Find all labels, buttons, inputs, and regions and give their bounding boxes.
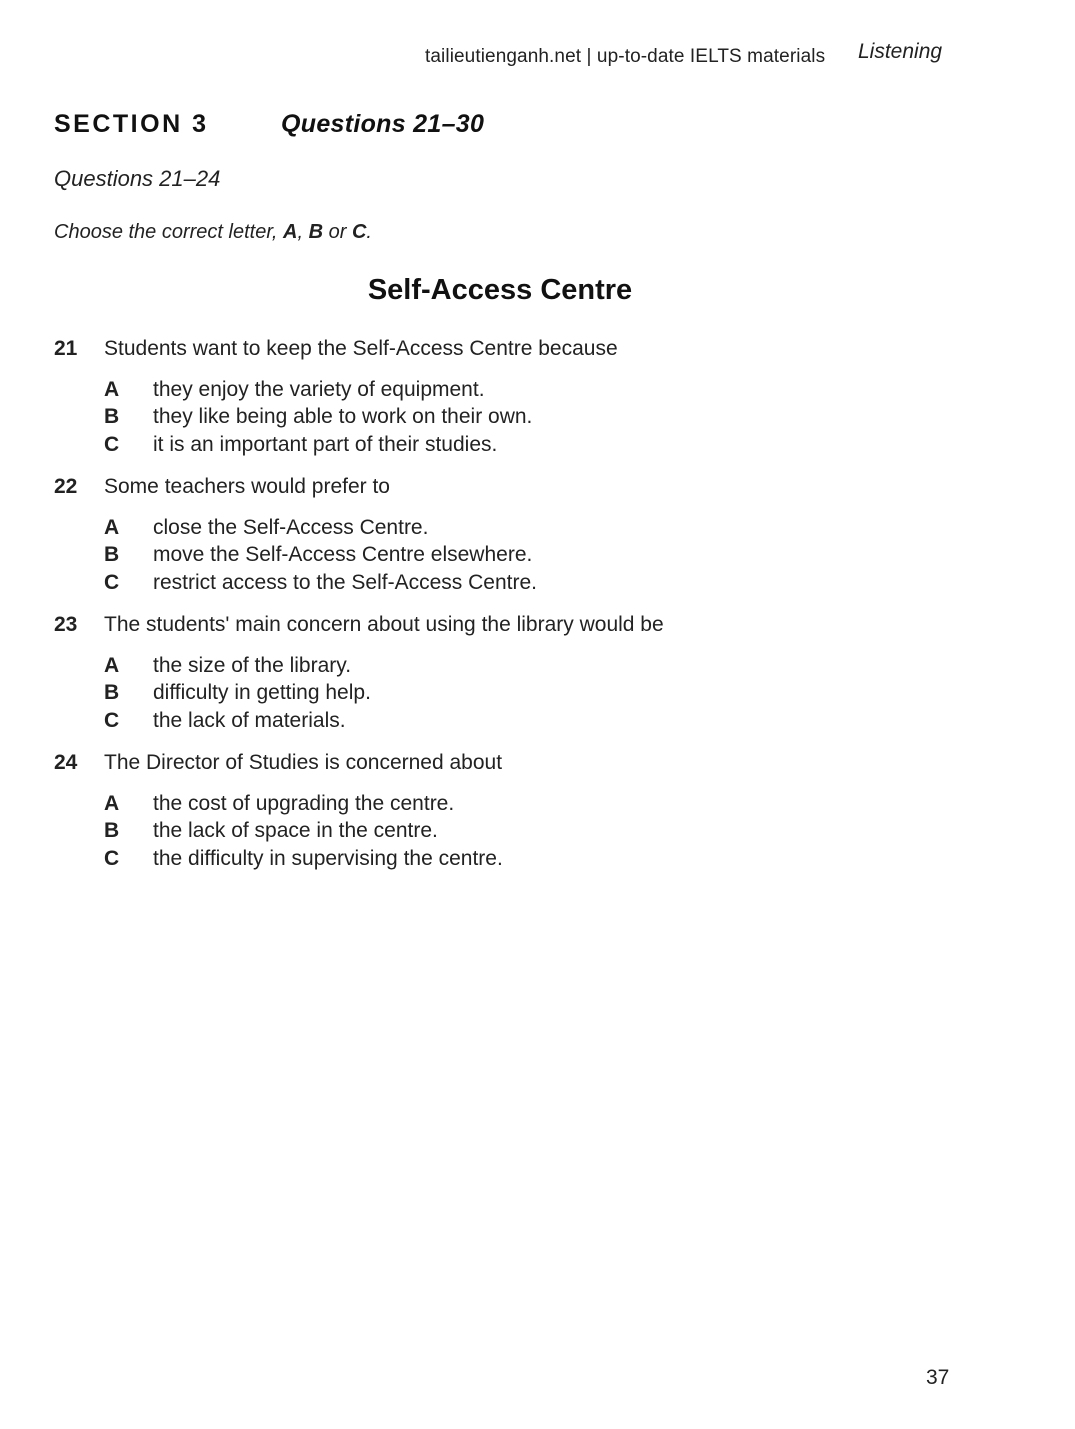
question-21: [54, 337, 954, 460]
option-a: [54, 378, 954, 405]
option-b: [54, 681, 954, 708]
question-number: 21: [54, 337, 78, 360]
option-letter: C: [104, 432, 120, 456]
question-text: Some teachers would prefer to: [104, 475, 390, 498]
option-letter: A: [104, 516, 120, 539]
question-23: [54, 613, 954, 736]
option-c: [54, 847, 954, 874]
option-b: [54, 543, 954, 570]
option-letter: A: [104, 792, 120, 815]
section-label: SECTION 3: [54, 110, 209, 138]
instruction: Choose the correct letter, A, B or C.: [54, 221, 372, 243]
option-text: the difficulty in supervising the centre.: [153, 846, 503, 870]
option-text: they enjoy the variety of equipment.: [153, 378, 485, 401]
question-text: Students want to keep the Self-Access Centre because: [104, 337, 618, 360]
header-section-name: Listening: [858, 40, 943, 63]
question-stem: [54, 613, 954, 640]
option-c: [54, 709, 954, 736]
option-b: [54, 405, 954, 432]
option-a: [54, 654, 954, 681]
options-list: [54, 792, 954, 874]
option-a: [54, 516, 954, 543]
question-number: 23: [54, 613, 78, 636]
option-c: [54, 571, 954, 598]
option-text: difficulty in getting help.: [153, 681, 371, 705]
option-text: the lack of materials.: [153, 708, 346, 732]
option-text: the size of the library.: [153, 654, 352, 677]
page-title: Self-Access Centre: [367, 274, 633, 306]
option-text: it is an important part of their studies.: [153, 432, 498, 456]
option-letter: C: [104, 846, 120, 870]
option-letter: B: [104, 819, 120, 843]
option-letter: B: [104, 405, 120, 429]
question-stem: [54, 337, 954, 364]
question-number: 22: [54, 475, 78, 498]
question-number: 24: [54, 751, 78, 774]
question-stem: [54, 751, 954, 778]
question-22: [54, 475, 954, 598]
option-text: the lack of space in the centre.: [153, 819, 438, 843]
page-number: 37: [926, 1366, 950, 1389]
option-text: the cost of upgrading the centre.: [153, 792, 455, 815]
option-b: [54, 819, 954, 846]
option-letter: C: [104, 570, 120, 594]
option-letter: B: [104, 681, 120, 705]
question-stem: [54, 475, 954, 502]
subsection-heading: Questions 21–24: [54, 166, 221, 191]
option-a: [54, 792, 954, 819]
header-watermark: tailieutienganh.net | up-to-date IELTS materials: [425, 46, 826, 67]
option-c: [54, 433, 954, 460]
question-text: The students' main concern about using the library would be: [104, 613, 664, 636]
question-text: The Director of Studies is concerned about: [104, 751, 503, 774]
section-heading: [54, 110, 485, 139]
options-list: [54, 516, 954, 598]
question-24: [54, 751, 954, 874]
option-text: restrict access to the Self-Access Centre.: [153, 570, 537, 594]
options-list: [54, 654, 954, 736]
option-letter: B: [104, 543, 120, 567]
option-letter: A: [104, 378, 120, 401]
option-text: close the Self-Access Centre.: [153, 516, 429, 539]
option-text: move the Self-Access Centre elsewhere.: [153, 543, 533, 567]
options-list: [54, 378, 954, 460]
option-letter: A: [104, 654, 120, 677]
option-text: they like being able to work on their own.: [153, 405, 533, 429]
section-questions-range: Questions 21–30: [281, 110, 485, 138]
option-letter: C: [104, 708, 120, 732]
